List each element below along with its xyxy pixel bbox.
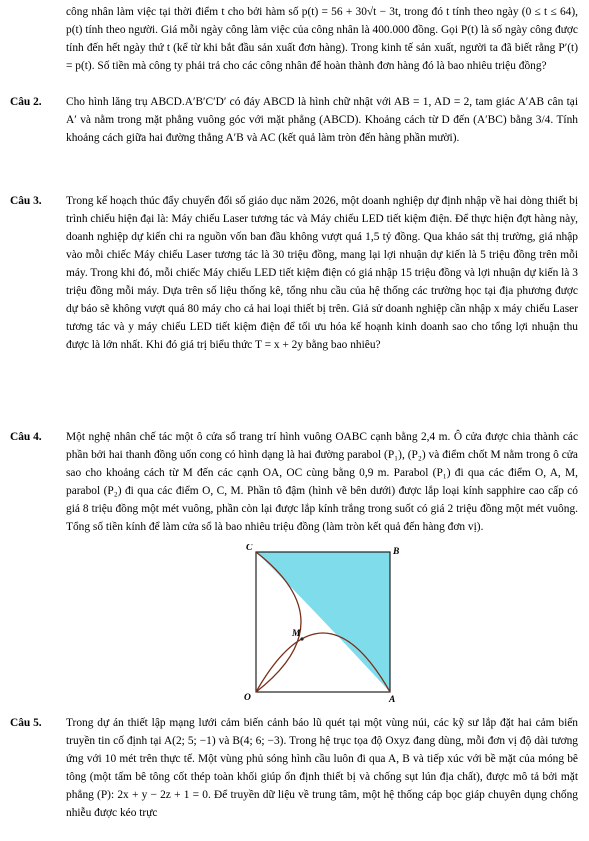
question-5 bbox=[10, 714, 578, 822]
point-m bbox=[300, 637, 303, 640]
question-text: Trong dự án thiết lập mạng lưới cảm biến cảnh báo lũ quét tại một vùng núi, các kỹ sư lắp đặt hai cảm biến truyền tin cố định tại A(2; 5; −1) và B(4; 6; −3). Trong hệ trục tọa độ Oxyz đang dùng, mỗi đơn vị độ dài tương ứng với 10 mét trên thực tế. Một vùng phủ sóng hình cầu luôn đi qua A, B và tiếp xúc với bề mặt của móng bê tông (một tấm bê tông cốt thép toàn khối giúp ổn định thiết bị và chống sụt lún địa chất), được mô tả bởi mặt phẳng (P): 2x + y − 2z + 1 = 0. Để truyền dữ liệu về trung tâm, một hệ thống cáp bọc giáp chuyên dụng chống nhiễu được kéo trực bbox=[66, 717, 578, 819]
question-2 bbox=[10, 93, 578, 147]
question-text: Cho hình lăng trụ ABCD.A′B′C′D′ có đáy ABCD là hình chữ nhật với AB = 1, AD = 2, tam giác A′AB cân tại A′ và nằm trong mặt phẳng vuông góc với mặt phẳng (ABCD). Khoảng cách từ D đến (A′BC) bằng 3/4. Tính khoảng cách giữa hai đường thẳng A′B và AC (kết quả làm tròn đến hàng phần mười). bbox=[66, 96, 578, 144]
label-m: M bbox=[292, 629, 301, 639]
question-label: Câu 2. bbox=[10, 96, 42, 108]
question-label: Câu 5. bbox=[10, 717, 42, 729]
window-figure bbox=[232, 544, 402, 704]
label-c: C bbox=[246, 544, 253, 553]
question-text: Một nghệ nhân chế tác một ô cửa sổ trang trí hình vuông OABC cạnh bằng 2,4 m. Ô cửa được chia thành các phần bởi hai thanh đồng uốn cong có hình dạng là hai đường parabol (P₁), (P₂) và điểm chốt M nằm trong ô cửa sao cho khoảng cách từ M đến các cạnh OA, OC cùng bằng 0,9 m. Parabol (P₁) đi qua các điểm O, A, M, parabol (P₂) đi qua các điểm O, C, M. Phần tô đậm (hình vẽ bên dưới) được lắp loại kính sapphire cao cấp có giá 8 triệu đồng một mét vuông, phần còn lại được lắp kính trắng trong suốt có giá 2 triệu đồng một mét vuông. Tổng số tiền kính để làm cửa sổ là bao nhiêu triệu đồng (làm tròn kết quả đến hàng đơn vị). bbox=[66, 431, 578, 533]
shaded-region bbox=[256, 552, 390, 692]
question-label: Câu 3. bbox=[10, 195, 42, 207]
label-o: O bbox=[244, 693, 251, 703]
question-text: Trong kế hoạch thúc đẩy chuyển đổi số giáo dục năm 2026, một doanh nghiệp dự định nhập về hai dòng thiết bị trình chiếu hiện đại là: Máy chiếu Laser tương tác và Máy chiếu LED tiết kiệm điện. Để thực hiện đợt hàng này, doanh nghiệp dự kiến chi ra nguồn vốn ban đầu không vượt quá 1,5 tỷ đồng. Qua khảo sát thị trường, giá nhập vào mỗi chiếc Máy chiếu Laser tương tác là 30 triệu đồng, mang lại lợi nhuận dự kiến là 5 triệu đồng trên mỗi máy. Trong khi đó, mỗi chiếc Máy chiếu LED tiết kiệm điện có giá nhập 15 triệu đồng và lợi nhuận dự kiến là 3 triệu đồng mỗi máy. Dựa trên số liệu thống kê, tổng nhu cầu của hệ thống các trường học tại địa phương được dự báo sẽ không vượt quá 80 máy cho cả hai loại thiết bị trên. Giả sử doanh nghiệp cần nhập x máy chiếu Laser tương tác và y máy chiếu LED tiết kiệm điện để tối ưu hóa kế hoạnh kinh doanh sao cho tổng lợi nhuận thu được là lớn nhất. Khi đó giá trị biểu thức T = x + 2y bằng bao nhiêu? bbox=[66, 195, 578, 351]
intro-text: công nhân làm việc tại thời điểm t cho bởi hàm số p(t) = 56 + 30√t − 3t, trong đó t tính theo ngày (0 ≤ t ≤ 64), p(t) tính theo người. Giá mỗi ngày công làm việc của công nhân là 400.000 đồng. Gọi P(t) là số ngày công được tính đến hết ngày thứ t (kể từ khi bắt đầu sản xuất đơn hàng). Trong kinh tế sản xuất, người ta đã biết rằng P′(t) = p(t). Số tiền mà công ty phải trả cho các công nhân để hoàn thành đơn hàng đó là bao nhiêu triệu đồng? bbox=[66, 6, 578, 72]
question-label: Câu 4. bbox=[10, 431, 42, 443]
intro-paragraph bbox=[10, 3, 578, 75]
question-4 bbox=[10, 428, 578, 536]
label-a: A bbox=[389, 695, 396, 704]
parabola-window-diagram bbox=[232, 544, 402, 704]
label-b: B bbox=[393, 547, 400, 557]
question-3 bbox=[10, 192, 578, 354]
